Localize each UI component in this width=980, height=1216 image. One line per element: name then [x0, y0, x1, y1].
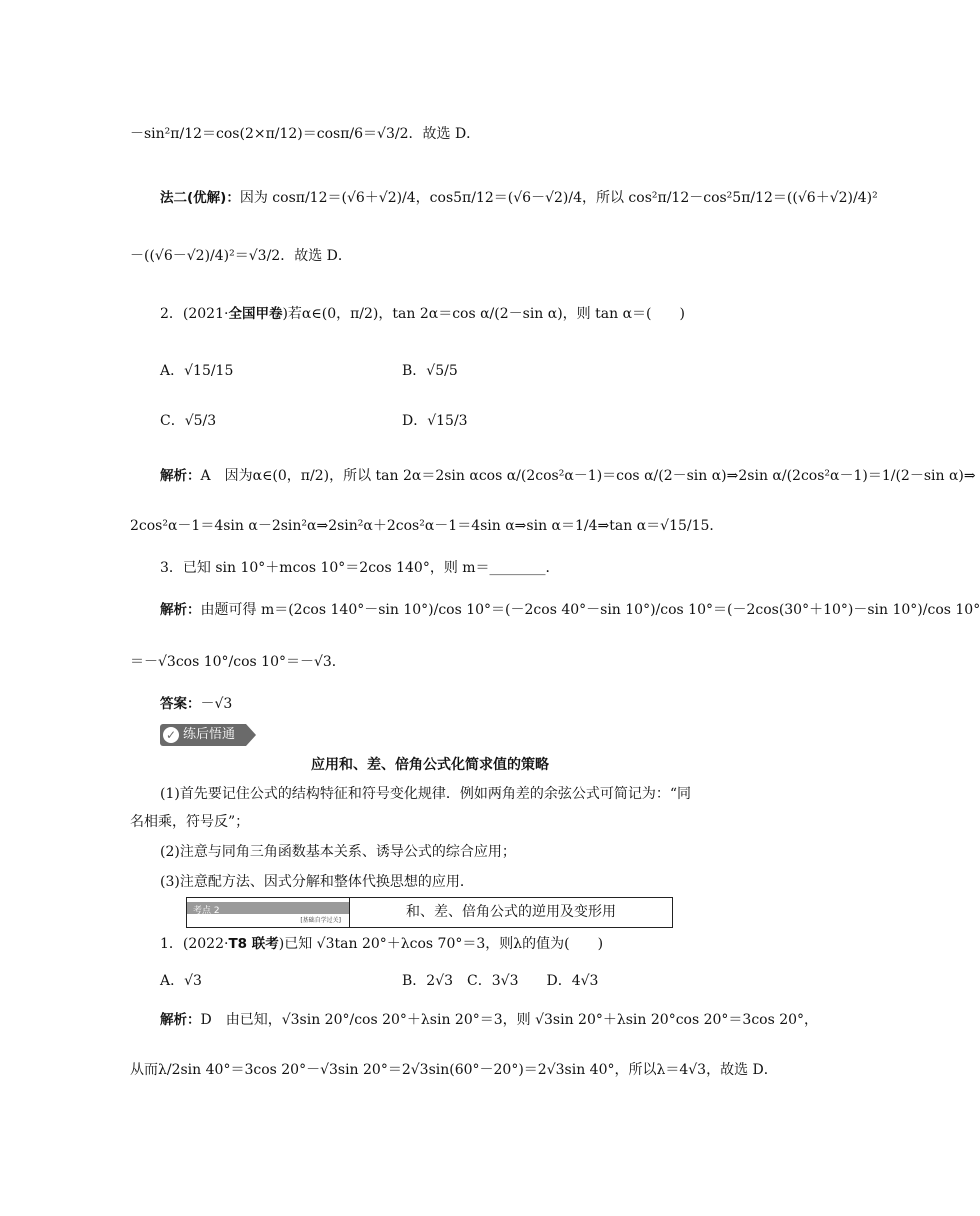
strategy-point-3: (3)注意配方法、因式分解和整体代换思想的应用． [160, 874, 474, 890]
option-d: D．√15/3 [402, 413, 468, 429]
question-2-stem: )若α∈(0，π/2)，tan 2α＝cos α/(2－sin α)，则 tan α＝( ) [282, 306, 685, 322]
solution-3-label: 解析： [160, 602, 201, 618]
topic-question-1-source: T8 联考 [228, 936, 279, 952]
topic-title: 和、差、倍角公式的逆用及变形用 [406, 904, 616, 920]
topic-banner [186, 897, 673, 928]
option-c: C．√5/3 [160, 413, 217, 429]
solution-2-line-1 [160, 466, 976, 486]
solution-2-label: 解析： [160, 468, 201, 484]
strategy-point-2: (2)注意与同角三角函数基本关系、诱导公式的综合应用； [160, 844, 516, 860]
topic-question-1-stem: )已知 √3tan 20°＋λcos 70°＝3，则λ的值为( ) [278, 936, 604, 952]
answer-label: 答案： [160, 696, 201, 712]
method-two-label: 法二(优解)： [160, 190, 240, 206]
check-icon: ✓ [163, 727, 179, 743]
topic-tag-sub: [基础自学过关] [300, 917, 341, 924]
topic-solution-label: 解析： [160, 1012, 201, 1028]
method-two-line [160, 188, 878, 208]
answer-value: －√3 [200, 696, 233, 712]
strategy-heading: 应用和、差、倍角公式化简求值的策略 [311, 757, 549, 773]
topic-question-1-number: 1．(2022· [160, 936, 229, 952]
prev-solution-line-1: －sin²π/12＝cos(2×π/12)＝cosπ/6＝√3/2．故选 D． [130, 126, 481, 142]
question-2 [160, 304, 685, 324]
topic-tag-label: 考点 2 [193, 906, 220, 916]
answer-3 [160, 694, 232, 714]
topic-solution-line-1 [160, 1010, 818, 1030]
method-two-text: 因为 cosπ/12＝(√6＋√2)/4，cos5π/12＝(√6－√2)/4，所以 cos²π/12－cos²5π/12＝((√6＋√2)/4)² [239, 190, 878, 206]
topic-option-a: A．√3 [160, 973, 202, 989]
option-b: B．√5/5 [402, 363, 458, 379]
solution-3-line-1 [160, 600, 980, 620]
topic-tag [187, 898, 350, 927]
solution-2-text: A 因为α∈(0，π/2)，所以 tan 2α＝2sin αcos α/(2cos²α－1)＝cos α/(2－sin α)⇒2sin α/(2cos²α－1)＝1/(2－sin α)⇒ [200, 468, 976, 484]
solution-3-line-2: ＝－√3cos 10°/cos 10°＝－√3． [130, 654, 346, 670]
review-badge [160, 724, 246, 746]
solution-3-text: 由题可得 m＝(2cos 140°－sin 10°)/cos 10°＝(－2cos 40°－sin 10°)/cos 10°＝(－2cos(30°＋10°)－sin 10°)/cos 10° [200, 602, 980, 618]
strategy-point-1b: 名相乘，符号反”； [130, 814, 250, 830]
topic-question-1 [160, 934, 603, 954]
topic-options-bcd: B．2√3 C．3√3 D．4√3 [402, 973, 599, 989]
topic-solution-line-2: 从而λ/2sin 40°＝3cos 20°－√3sin 20°＝2√3sin(60°－20°)＝2√3sin 40°，所以λ＝4√3，故选 D． [130, 1062, 778, 1078]
review-badge-label: 练后悟通 [183, 727, 236, 742]
option-a: A．√15/15 [160, 363, 234, 379]
topic-solution-text: D 由已知，√3sin 20°/cos 20°＋λsin 20°＝3，则 √3sin 20°＋λsin 20°cos 20°＝3cos 20°， [200, 1012, 819, 1028]
strategy-point-1a: (1)首先要记住公式的结构特征和符号变化规律．例如两角差的余弦公式可简记为：“同 [160, 786, 691, 802]
question-2-source: 全国甲卷 [228, 306, 283, 322]
question-3: 3．已知 sin 10°＋mcos 10°＝2cos 140°，则 m＝________． [160, 560, 560, 576]
method-two-line-2: －((√6－√2)/4)²＝√3/2．故选 D． [130, 248, 352, 264]
question-2-number: 2．(2021· [160, 306, 229, 322]
solution-2-line-2: 2cos²α－1＝4sin α－2sin²α⇒2sin²α＋2cos²α－1＝4sin α⇒sin α＝1/4⇒tan α＝√15/15． [130, 518, 724, 534]
